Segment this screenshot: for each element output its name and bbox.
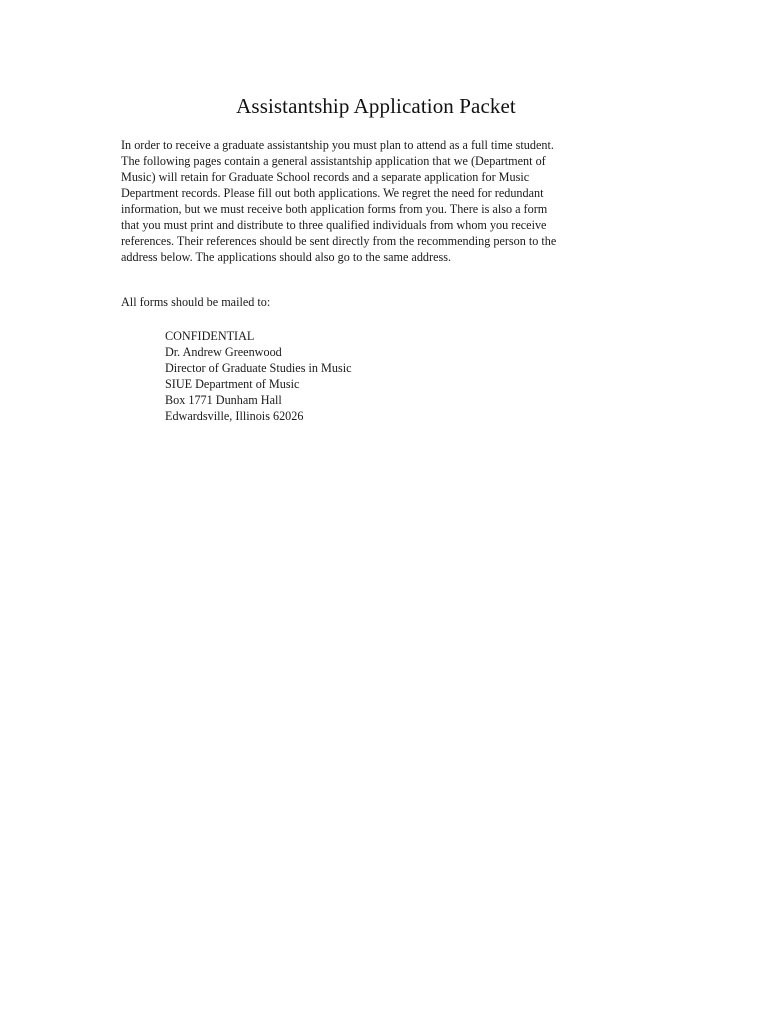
intro-paragraph: [121, 137, 641, 265]
intro-line: In order to receive a graduate assistantship you must plan to attend as a full time student.: [121, 138, 554, 152]
intro-line: Department records. Please fill out both applications. We regret the need for redundant: [121, 186, 544, 200]
mail-instruction: All forms should be mailed to:: [121, 295, 271, 309]
intro-line: references. Their references should be sent directly from the recommending person to the: [121, 234, 557, 248]
intro-line: that you must print and distribute to three qualified individuals from whom you receive: [121, 218, 547, 232]
address-line-name: Dr. Andrew Greenwood: [165, 345, 282, 359]
intro-line: address below. The applications should also go to the same address.: [121, 250, 452, 264]
address-line-title: Director of Graduate Studies in Music: [165, 361, 352, 375]
intro-line: The following pages contain a general assistantship application that we (Department of: [121, 154, 546, 168]
address-line-confidential: CONFIDENTIAL: [165, 329, 255, 343]
address-line-department: SIUE Department of Music: [165, 377, 300, 391]
address-line-box: Box 1771 Dunham Hall: [165, 393, 282, 407]
mailing-address: [165, 328, 352, 424]
intro-line: information, but we must receive both application forms from you. There is also a form: [121, 202, 548, 216]
document-title: Assistantship Application Packet: [236, 94, 516, 118]
intro-line: Music) will retain for Graduate School records and a separate application for Music: [121, 170, 530, 184]
address-line-city: Edwardsville, Illinois 62026: [165, 409, 304, 423]
